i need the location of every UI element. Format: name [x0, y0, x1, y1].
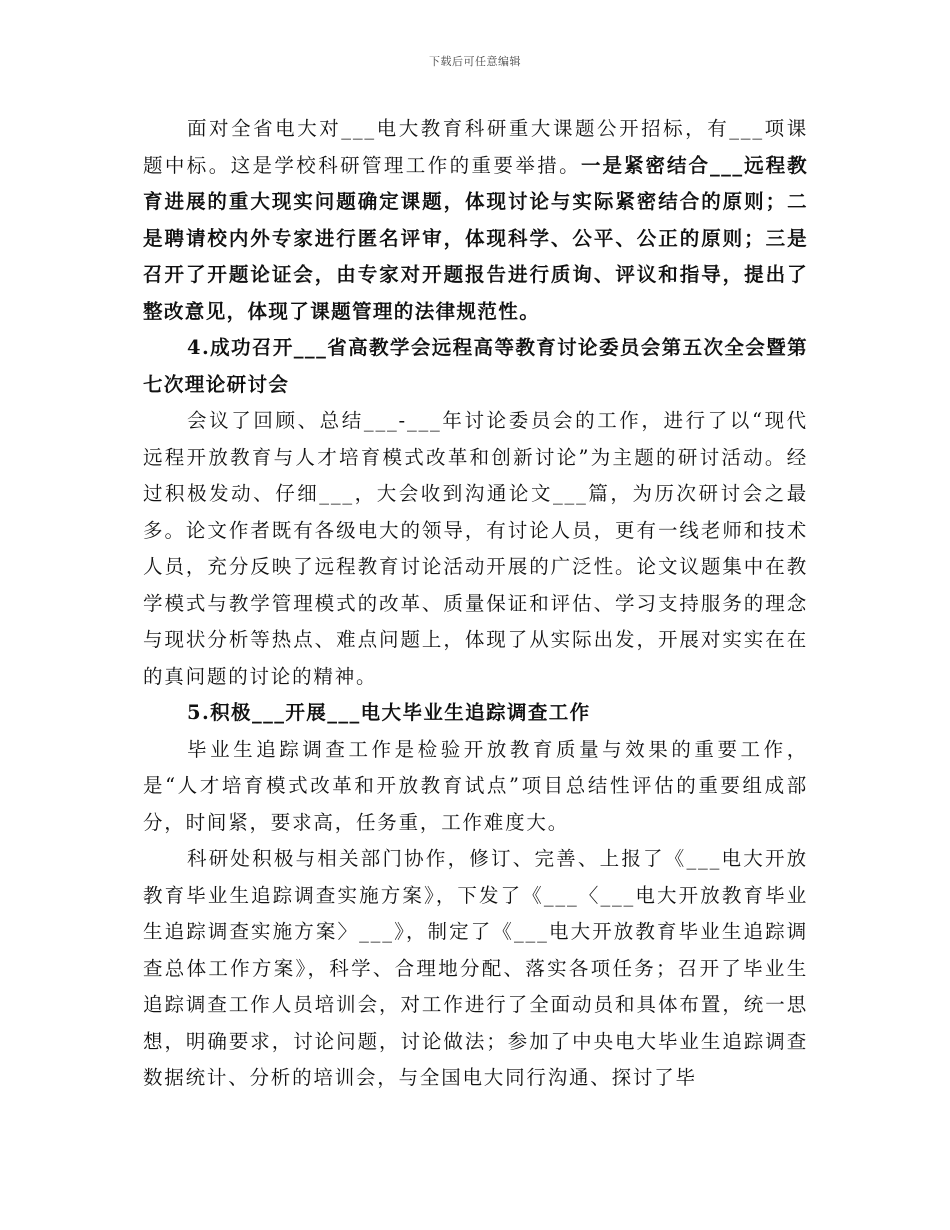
paragraph-research-office-run-0: 科研处积极与相关部门协作，修订、完善、上报了《___电大开放教育毕业生追踪调查实施方案》，下发了《___〈___电大开放教育毕业生追踪调查实施方案〉___》，制定了《___电大开放教育毕业生追踪调查总体工作方案》，科学、合理地分配、落实各项任务；召开了毕业生追踪调查工作人员培训会，对工作进行了全面动员和具体布置，统一思想，明确要求，讨论问题，讨论做法；参加了中央电大毕业生追踪调查数据统计、分析的培训会，与全国电大同行沟通、探讨了毕	[143, 847, 808, 1089]
paragraph-research-office	[143, 841, 808, 1097]
paragraph-conference-run-0: 会议了回顾、总结___-___年讨论委员会的工作，进行了以“现代远程开放教育与人才培育模式改革和创新讨论”为主题的研讨活动。经过积极发动、仔细___，大会收到沟通论文___篇，为历次研讨会之最多。论文作者既有各级电大的领导，有讨论人员，更有一线老师和技术人员，充分反映了远程教育讨论活动开展的广泛性。论文议题集中在教学模式与教学管理模式的改革、质量保证和评估、学习支持服务的理念与现状分析等热点、难点问题上，体现了从实际出发，开展对实实在在的真问题的讨论的精神。	[143, 409, 808, 688]
paragraph-tracking	[143, 732, 808, 842]
heading-4	[143, 330, 808, 403]
document-body	[143, 111, 808, 1097]
paragraph-tracking-run-0: 毕业生追踪调查工作是检验开放教育质量与效果的重要工作，是“人才培育模式改革和开放教育试点”项目总结性评估的重要组成部分，时间紧，要求高，任务重，工作难度大。	[143, 737, 808, 834]
page-header: 下载后可任意编辑	[429, 55, 521, 68]
paragraph-bid-run-0: 面对全省电大对___电大教育科研重大课题公开招标，有___项课题中标。这是学校科研管理工作的重要举措。	[143, 117, 808, 177]
heading-5	[143, 695, 808, 732]
paragraph-bid-run-1: 一是紧密结合___远程教育进展的重大现实问题确定课题，体现讨论与实际紧密结合的原则；二是聘请校内外专家进行匿名评审，体现科学、公平、公正的原则；三是召开了开题论证会，由专家对开题报告进行质询、评议和指导，提出了整改意见，体现了课题管理的法律规范性。	[143, 153, 808, 323]
heading-5-run-0: 5.积极___开展___电大毕业生追踪调查工作	[187, 701, 591, 724]
paragraph-bid	[143, 111, 808, 330]
paragraph-conference	[143, 403, 808, 695]
heading-4-run-0: 4.成功召开___省高教学会远程高等教育讨论委员会第五次全会暨第七次理论研讨会	[143, 336, 808, 396]
